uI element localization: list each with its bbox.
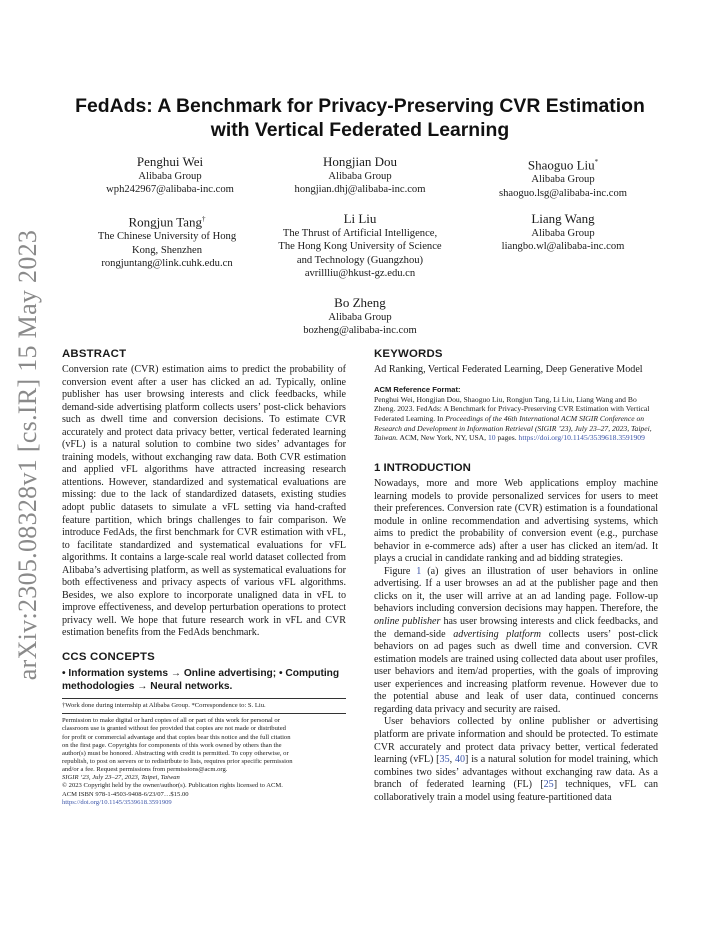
author-email: hongjian.dhj@alibaba-inc.com — [294, 184, 426, 196]
author-name: Penghui Wei — [136, 154, 204, 169]
copyright-line: © 2023 Copyright held by the owner/author(s). Publication rights licensed to ACM. — [62, 782, 283, 790]
left-column — [62, 347, 346, 807]
permission-line: on the first page. Copyrights for components of this work owned by others than the — [62, 741, 282, 749]
author-name: Hongjian Dou — [322, 154, 398, 169]
intro-heading: 1 INTRODUCTION — [374, 462, 471, 475]
author-name: Rongjun Tang† — [128, 214, 206, 230]
intro-paragraph-3: User behaviors collected by online publisher or advertising platform are private information and should be protected. To estimate CVR accurately and protect data privacy better, vertical federated learning (vFL) [35, 40] is a natural solution for model training, which combines two sides’ advantages without exchanging raw data. As a branch of federated learning (FL) [25] techniques, vFL can collaboratively train a model using feature-partitioned data — [374, 716, 659, 803]
author-block — [270, 154, 450, 197]
doi-link[interactable]: https://doi.org/10.1145/3539618.3591909 — [62, 798, 172, 806]
author-name: Liang Wang — [531, 211, 595, 226]
permission-line: author(s) must be honored. Abstracting with credit is permitted. To copy otherwise, or — [62, 749, 289, 757]
citation-link[interactable]: 35 — [439, 754, 450, 766]
author-affiliation: Alibaba Group — [328, 171, 392, 182]
arxiv-id[interactable]: arXiv:2305.08328v1 [cs.IR] 15 May 2023 — [13, 229, 42, 681]
footnote-divider — [62, 698, 346, 699]
author-email: rongjuntang@link.cuhk.edu.cn — [101, 258, 233, 270]
keywords-text: Ad Ranking, Vertical Federated Learning, Deep Generative Model — [374, 364, 643, 375]
author-affiliation: Alibaba Group — [531, 228, 595, 239]
abstract-text: Conversion rate (CVR) estimation aims to predict the probability of conversion event after a user has clicked an ad. Typically, online publisher has user browsing interests and click feedbacks, while demand-side advertising platform collects users’ post-click behaviors such as dwell time and conversion decisions. To estimate CVR accurately and protect data privacy better, vertical federated learning (vFL) is a natural solution to combine two sides’ advantages for training models, without exchanging raw data. Both CVR estimation and applied vFL algorithms have attracted increasing research attentions. However, standardized and systematical evaluations are missing: due to the lack of standardized datasets, existing studies adopt public datasets to simulate a vFL setting via hand-crafted feature partition, which brings challenges to fair comparison. We introduce FedAds, the first benchmark for CVR estimation with vFL, to facilitate standardized and systematical evaluations for vFL algorithms. It contains a large-scale real world dataset collected from Alibaba’s advertising platform, as well as systematical evaluations for both effectiveness and privacy aspects of various vFL algorithms. Besides, we also explore to incorporate unaligned data in vFL to improve effectiveness, and develop perturbation operations to protect privacy well. We hope that future research work in vFL and CVR estimation benefits from the FedAds benchmark. — [62, 364, 346, 639]
arxiv-stamp — [8, 229, 48, 681]
intro-paragraph-2: Figure 1 (a) gives an illustration of user behaviors in online advertising. If a user browses an ad at the publisher page and then clicks on it, the user will arrive at an ad landing page. Follow-up behaviors including conversion decisions may happen. Therefore, the online publisher has user browsing interests and click feedbacks, and the demand-side advertising platform collects users’ post-click behaviors on ad pages such as dwell time and conversion. CVR estimation models are trained using collected data about user profiles, user behaviors and item/ad properties, with the goals of improving user experiences and increasing platform revenue. However due to the potential abuse and leak of user data, continued concerns regarding data privacy and security are raised. — [374, 565, 659, 715]
permission-block — [62, 717, 346, 807]
author-name: Bo Zheng — [334, 295, 386, 310]
author-name: Shaoguo Liu* — [527, 157, 599, 173]
right-column — [374, 347, 658, 804]
conference-line: SIGIR ’23, July 23–27, 2023, Taipei, Taiwan — [62, 774, 180, 782]
paper-title — [62, 94, 658, 142]
permission-line: classroom use is granted without fee provided that copies are not made or distributed — [62, 725, 286, 733]
author-footnote: †Work done during internship at Alibaba Group. *Correspondence to: S. Liu. — [62, 702, 266, 710]
internship-mark: † — [202, 215, 206, 223]
citation-link[interactable]: 40 — [454, 754, 466, 766]
author-block — [478, 154, 648, 200]
intro-paragraph-1: Nowadays, more and more Web applications employ machine learning models to provide personalized services for users to meet their preferences. Conversion rate (CVR) estimation is a foundational module in online recommendation and advertising systems, which aims to predict the probability of conversion event (e.g., purchase behavior in e-commerce ads) after a user has clicked an item/ad. It plays a crucial in candidate ranking and ad bidding strategies. — [374, 478, 658, 565]
acm-venue: Proceedings of the 46th International ACM SIGIR Conference on Research and Development in Information Retrieval (SIGIR ’23), July 23–27, 2023, Taipei, Taiwan. — [374, 413, 652, 443]
keywords-heading: KEYWORDS — [374, 348, 443, 360]
author-email: wph242967@alibaba-inc.com — [106, 184, 234, 196]
page-count-link[interactable]: 10 — [487, 433, 496, 443]
author-name: Li Liu — [343, 211, 377, 226]
ccs-heading: CCS CONCEPTS — [62, 651, 155, 664]
author-affiliation: The Chinese University of Hong — [97, 231, 237, 243]
citation-link[interactable]: 25 — [543, 779, 554, 791]
acm-reference: Penghui Wei, Hongjian Dou, Shaoguo Liu, Rongjun Tang, Li Liu, Liang Wang and Bo Zheng. 2023. FedAds: A Benchmark for Privacy-Preserving CVR Estimation with Vertical Federated Learning. In Proceedings of the 46th International ACM SIGIR Conference on Research and Development in Information Retrieval (SIGIR ’23), July 23–27, 2023, Taipei, Taiwan. ACM, New York, NY, USA, 10 pages. https://doi.org/10.1145/3539618.3591909 — [374, 394, 652, 443]
author-email: avrillliu@hkust-gz.edu.cn — [304, 268, 416, 280]
author-block — [478, 211, 648, 254]
author-email: shaoguo.lsg@alibaba-inc.com — [498, 187, 628, 199]
author-affiliation: Alibaba Group — [138, 171, 202, 182]
author-affiliation: The Thrust of Artificial Intelligence, — [282, 228, 438, 239]
author-email: liangbo.wl@alibaba-inc.com — [501, 241, 625, 253]
author-affiliation: Alibaba Group — [328, 312, 392, 323]
permission-line: republish, to post on servers or to redistribute to lists, requires prior specific permission — [62, 758, 293, 766]
author-block — [262, 211, 458, 281]
correspondence-mark: * — [594, 158, 599, 166]
title-line-1: FedAds: A Benchmark for Privacy-Preserving CVR Estimation — [75, 95, 645, 117]
author-block — [270, 295, 450, 338]
isbn-line: ACM ISBN 978-1-4503-9408-6/23/07…$15.00 — [62, 790, 189, 798]
acm-ref-heading: ACM Reference Format: — [374, 384, 461, 394]
author-affiliation: Kong, Shenzhen — [131, 244, 203, 256]
author-affiliation: and Technology (Guangzhou) — [296, 254, 424, 266]
figure-ref-link[interactable]: 1 — [416, 565, 422, 577]
author-affiliation: Alibaba Group — [531, 174, 595, 186]
ccs-concepts: • Information systems → Online advertising; • Computing methodologies → Neural networks. — [62, 668, 340, 693]
permission-line: and/or a fee. Request permissions from permissions@acm.org. — [62, 766, 228, 774]
permission-line: for profit or commercial advantage and that copies bear this notice and the full citation — [62, 733, 291, 741]
author-affiliation: The Hong Kong University of Science — [278, 241, 442, 253]
acm-doi-link[interactable]: https://doi.org/10.1145/3539618.3591909 — [518, 433, 645, 443]
title-line-2: with Vertical Federated Learning — [210, 119, 510, 141]
permission-divider — [62, 713, 346, 714]
author-email: bozheng@alibaba-inc.com — [303, 325, 417, 337]
abstract-heading: ABSTRACT — [62, 348, 127, 360]
author-block — [82, 211, 252, 271]
author-block — [95, 154, 245, 197]
permission-line: Permission to make digital or hard copies of all or part of this work for personal or — [62, 717, 280, 725]
